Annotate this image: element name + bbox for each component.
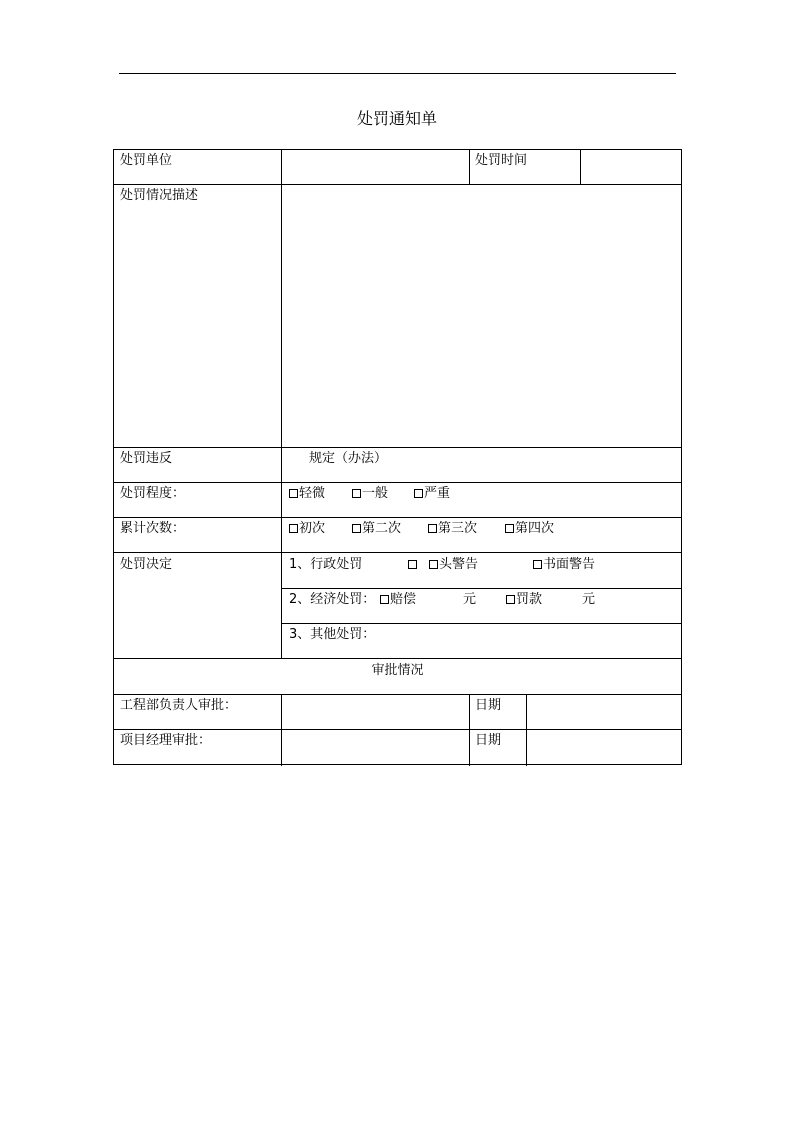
checkbox-icon: [289, 524, 298, 533]
pm-approval-label: 项目经理审批：: [120, 733, 212, 748]
pm-date-field[interactable]: [530, 733, 676, 761]
checkbox-icon: [429, 560, 438, 569]
degree-option-severe[interactable]: 严重: [414, 486, 450, 502]
description-label: 处罚情况描述: [120, 188, 199, 203]
pm-date-label: 日期: [475, 733, 502, 748]
description-field[interactable]: [286, 188, 676, 442]
engineering-date-label: 日期: [475, 698, 502, 713]
time-label: 处罚时间: [475, 153, 528, 168]
unit-label: 处罚单位: [120, 153, 173, 168]
checkbox-icon: [533, 560, 542, 569]
count-option-second[interactable]: 第二次: [352, 521, 401, 537]
decision-other-label: 3、其他处罚：: [289, 627, 376, 642]
violation-label: 处罚违反: [120, 451, 173, 466]
checkbox-icon: [408, 560, 417, 569]
checkbox-icon: [428, 524, 437, 533]
penalty-form-table: [113, 149, 682, 765]
degree-label: 处罚程度：: [120, 486, 186, 501]
count-option-fourth[interactable]: 第四次: [505, 521, 554, 537]
degree-option-normal[interactable]: 一般: [352, 486, 388, 502]
engineering-date-field[interactable]: [530, 698, 676, 726]
time-field[interactable]: [584, 153, 676, 181]
page-title: 处罚通知单: [356, 109, 437, 128]
degree-option-minor[interactable]: 轻微: [289, 486, 325, 502]
decision-administrative-label: 1、行政处罚: [289, 557, 363, 572]
decision-label: 处罚决定: [120, 557, 173, 572]
checkbox-icon: [414, 489, 423, 498]
economic-option-fine[interactable]: 罚款: [506, 592, 542, 608]
violation-rule-text: 规定（办法）: [309, 451, 388, 466]
pm-approval-field[interactable]: [286, 733, 466, 761]
fine-unit: 元: [582, 592, 596, 607]
administrative-option-verbal-warning[interactable]: 头警告: [429, 557, 478, 573]
engineering-approval-field[interactable]: [286, 698, 466, 726]
checkbox-icon: [289, 489, 298, 498]
count-option-first[interactable]: 初次: [289, 521, 325, 537]
economic-option-compensation[interactable]: 赔偿: [380, 592, 416, 608]
checkbox-icon: [506, 595, 515, 604]
checkbox-icon: [352, 489, 361, 498]
approval-header: 审批情况: [371, 663, 424, 678]
header-rule: [119, 73, 676, 74]
decision-economic-label: 2、经济处罚：: [289, 592, 376, 607]
count-option-third[interactable]: 第三次: [428, 521, 477, 537]
checkbox-icon: [352, 524, 361, 533]
count-label: 累计次数：: [120, 521, 186, 536]
engineering-approval-label: 工程部负责人审批：: [120, 698, 238, 713]
checkbox-icon: [380, 595, 389, 604]
compensation-unit: 元: [463, 592, 477, 607]
administrative-option-written-warning[interactable]: 书面警告: [533, 557, 595, 573]
administrative-option-blank[interactable]: [408, 557, 418, 573]
checkbox-icon: [505, 524, 514, 533]
unit-field[interactable]: [286, 153, 466, 181]
